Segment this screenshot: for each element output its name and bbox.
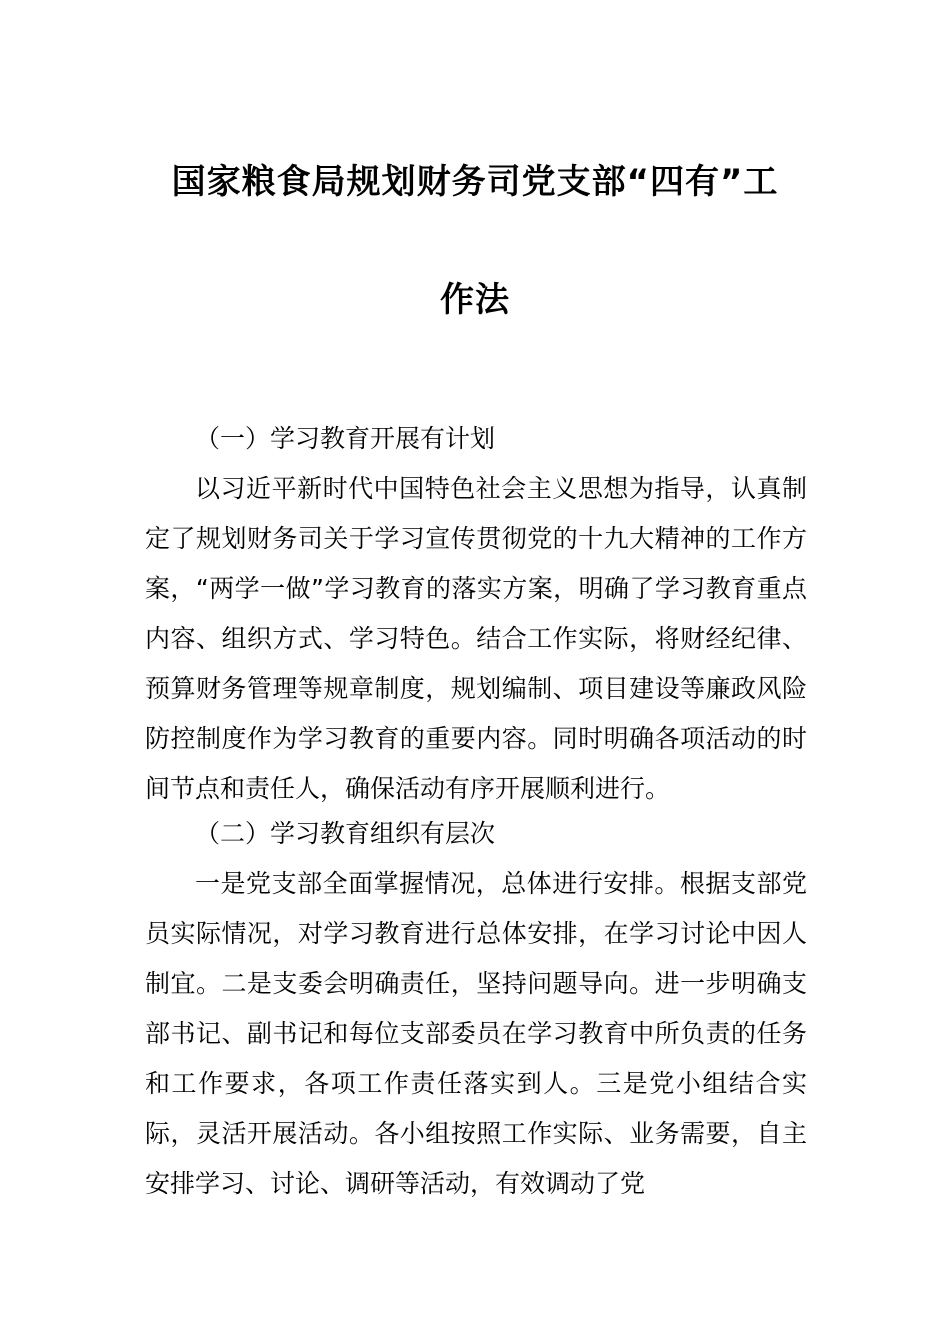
section-one <box>145 414 807 814</box>
section-one-paragraph: 以习近平新时代中国特色社会主义思想为指导，认真制定了规划财务司关于学习宣传贯彻党的十九大精神的工作方案，“两学一做”学习教育的落实方案，明确了学习教育重点内容、组织方式、学习特色。结合工作实际，将财经纪律、预算财务管理等规章制度，规划编制、项目建设等廉政风险防控制度作为学习教育的重要内容。同时明确各项活动的时间节点和责任人，确保活动有序开展顺利进行。 <box>145 474 807 803</box>
section-two-paragraph: 一是党支部全面掌握情况，总体进行安排。根据支部党员实际情况，对学习教育进行总体安排，在学习讨论中因人制宜。二是支委会明确责任，坚持问题导向。进一步明确支部书记、副书记和每位支部委员在学习教育中所负责的任务和工作要求，各项工作责任落实到人。三是党小组结合实际，灵活开展活动。各小组按照工作实际、业务需要，自主安排学习、讨论、调研等活动，有效调动了党 <box>145 869 807 1198</box>
section-two <box>145 809 807 1209</box>
document-title-line-2: 作法 <box>440 280 510 320</box>
document-title-line-1: 国家粮食局规划财务司党支部“四有”工 <box>171 162 779 202</box>
section-two-heading: （二）学习教育组织有层次 <box>195 819 496 848</box>
section-one-heading: （一）学习教育开展有计划 <box>195 424 496 453</box>
